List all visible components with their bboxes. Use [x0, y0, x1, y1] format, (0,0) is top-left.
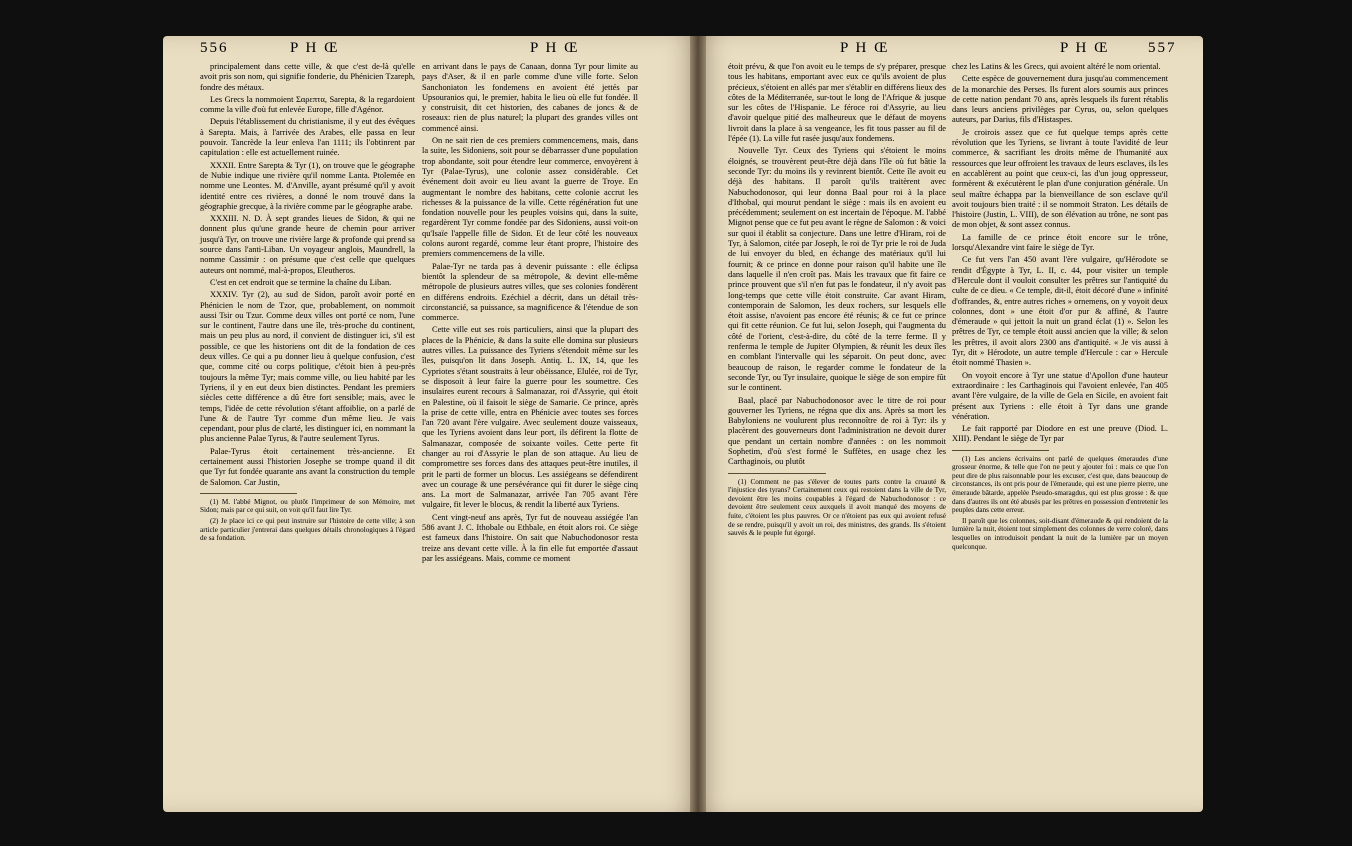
footnote-rule: [200, 493, 297, 494]
paragraph: chez les Latins & les Grecs, qui avoient altéré le nom oriental.: [952, 62, 1161, 71]
paragraph: Depuis l'établissement du christianisme, il y eut des évêques à Sarepta. Mais, à l'arrivée des Arabes, elle passa en leur pouvoir. Tancrède la leur enleva l'an 1111; ils l'obtinrent par capitulation : elle est actuellement ruinée.: [200, 117, 415, 158]
paragraph: XXXII. Entre Sarepta & Tyr (1), on trouve que le géographe de Nubie indique une rivière qu'il nomme Lanta. Ptolemée en nomme une Leontes. M. d'Anville, ayant présumé qu'il y avoit identité entre ces rivières, a donné le nom trouvé dans la géographie grecque, à la rivière comme par le géographe arabe.: [200, 160, 415, 211]
paragraph: XXXIV. Tyr (2), au sud de Sidon, paroît avoir porté en Phénicien le nom de Tzor, que, probablement, on nommoit aussi Tsir ou Tzur. Comme deux villes ont porté ce nom, l'une sur le continent, l'autre dans une île, très-proche du continent, mais un peu plus au nord, il convient de distinguer ici, s'il est possible, ce que les historiens ont dit de la fondation de ces deux villes. Ce qui a pu donner lieu à quelque confusion, c'est que, comme cité ou corps politique, c'étoit bien à peu-près toujours la même Tyr; mais comme ville, ou lieu habité par les Tyriens, il y en eut deux bien distinctes. Pendant les premiers siècles cette différence a dû être fort sensible; mais, avec le temps, l'idée de cette révolution s'étant affoiblie, on a parlé de l'une & de l'autre Tyr comme d'un même lieu. Je vais cependant, pour plus de clarté, les distinguer ici, en nommant la plus ancienne Palae Tyrus, & l'autre seulement Tyrus.: [200, 290, 415, 444]
paragraph: Le fait rapporté par Diodore en est une preuve (Diod. L. XIII). Pendant le siège de Tyr par: [952, 424, 1168, 444]
footnote-rule: [728, 473, 826, 474]
paragraph: Cette ville eut ses rois particuliers, ainsi que la plupart des places de la Phénicie, & dans la suite elle domina sur plusieurs autres villes. La puissance des Tyriens s'étendoit même sur les îles, puisqu'on lit dans Joseph. Antiq. L. IX, 14, que les Cypriotes s'étant soustraits à leur obéissance, Elulée, roi de Tyr, se disposoit à leur faire la guerre pour les soumettre. Ces insulaires eurent recours à Salmanazar, roi d'Assyrie, qui étoit en Palestine, où il faisoit le siège de Samarie. Ce prince, après la prise de cette ville, entra en Phénicie avec toutes ses forces l'an 720 avant l'ère vulgaire. Avec seulement douze vaisseaux, que les Tyriens avoient dans leur port, ils défirent la flotte de Salmanazar, composée de soixante voiles. Cette perte fit changer au roi d'Assyrie le plan de son attaque. Au lieu de compromettre ses forces dans des attaques peut-être inutiles, il prit le parti de former un blocus. Les assiégeans se défendirent avec un courage & une persévérance qui fit durer le siège cinq ans. La mort de Salmanazar, arrivée l'an 705 avant l'ère vulgaire, fit lever le blocus, & rendit la liberté aux Tyriens.: [422, 325, 638, 510]
paragraph: principalement dans cette ville, & que c'est de-là qu'elle avoit pris son nom, qui signifie fonderie, du Phénicien Tzareph, fondre des métaux.: [200, 62, 415, 92]
footnote-rule: [952, 450, 1049, 451]
paragraph: Je croirois assez que ce fut quelque temps après cette révolution que les Tyriens, se livrant à toute l'avidité de leur commerce, & sacrifiant les droits même de l'humanité aux ressources que leur offroient les travaux de leurs esclaves, ils les en accablèrent au point que ceux-ci, las d'un joug oppresseur, formèrent & exécutèrent le plan d'une conjuration générale. Un seul maître échappa par la bienveillance de son esclave qu'il avoit toujours bien traité : il se nommoit Straton. Les détails de l'histoire (Justin, L. VIII), de son élévation au trône, ne sont pas de mon objet, & sont assez connus.: [952, 127, 1168, 230]
paragraph: Palae-Tyrus étoit certainement très-ancienne. Et certainement aussi l'historien Josephe se trompe quand il dit que Tyr fut fondée quarante ans avant la construction du temple de Salomon. Car Justin,: [200, 446, 415, 487]
paragraph: Cette espèce de gouvernement dura jusqu'au commencement de la monarchie des Perses. Ils furent alors soumis aux princes de cette nation pendant 70 ans, après lesquels ils furent rétablis dans leurs anciens privilèges par Cyrus, ou, selon quelques auteurs, par Darius, fils d'Histaspes.: [952, 74, 1168, 125]
footnote: (1) Les anciens écrivains ont parlé de quelques émeraudes d'une grosseur énorme, & telle que l'on ne peut y ajouter foi : mais ce que l'on peut dire de plus raisonnable pour les excuser, c'est que, dans beaucoup de circonstances, ils ont pris pour de l'émeraude, qui est une pierre pierre, une émeraude bâtarde, appelée Pseudo-smaragdus, qui est plus grosse : & que dans d'autres ils ont été abusés par les prêtres en possession d'entretenir les peuples dans cette erreur.: [952, 454, 1168, 515]
paragraph: Ce fut vers l'an 450 avant l'ère vulgaire, qu'Hérodote se rendit d'Égypte à Tyr, L. II, c. 44, pour visiter un temple d'Hercule dont il vouloit consulter les prêtres sur l'antiquité du culte de ce dieu. « Ce temple, dit-il, étoit décoré d'une » infinité d'offrandes, &, entre autres riches » ornemens, on y voyoit deux colonnes, dont » une étoit d'or pur & affiné, & l'autre d'émeraude » qui jettoit la nuit un grand éclat (1) ». Selon les prêtres de Tyr, ce temple étoit aussi ancien que la ville; & selon les prêtres, il avoit alors 2300 ans d'antiquité. « Je vis aussi à Tyr, dit » Hérodote, un autre temple d'Hercule : car » Hercule étoit nommé Thasien ».: [952, 255, 1168, 368]
paragraph: Baal, placé par Nabuchodonosor avec le titre de roi pour gouverner les Tyriens, ne régna que dix ans. Après sa mort les Babyloniens ne voulurent plus reconnoître de roi à Tyr: ils y placèrent des gouverneurs dont l'administration ne devoit durer que pendant un certain nombre d'années : on les nommoit Sophetim, d'où s'est formé le Suffètes, en usage chez les Carthaginois, ou plutôt: [728, 395, 946, 467]
page-number-left: 556: [200, 40, 229, 56]
column-3: [728, 62, 946, 540]
paragraph: Nouvelle Tyr. Ceux des Tyriens qui s'étoient le moins éloignés, se trouvèrent peut-être déjà dans l'île où fut bâtie la seconde Tyr: du moins ils y revinrent bientôt. Cette île avoit eu déjà des habitans. Il paroît qu'ils traitèrent avec Nabuchodonosor, qui leur donna Baal pour roi à la place d'Ithobal, qui mourut pendant le siège : mais ils en avoient eu précédemment; seulement on est incertain de l'époque. M. l'abbé Mignot pense que ce fut peu avant le règne de Salomon : & voici sur quoi il établit sa conjecture. Dans une lettre d'Hiram, roi de Tyr, à Salomon, citée par Joseph, le roi de Tyr prie le roi de Juda de lui envoyer du bled, en échange des matériaux qu'il lui fournit; & ce prince en donne pour raison qu'il habite une île dans laquelle il n'en croît pas. Mais les travaux que fit faire ce prince prouvent que s'il n'en fut pas le fondateur, il n'y avoit pas long-temps que cette ville étoit construite. Car avant Hiram, contemporain de Salomon, les deux rochers, sur lesquels elle étoit assise, n'avoient pas encore été réunis; & ce fut ce prince qui fit cette réunion. Ce fut lui, selon Joseph, qui l'augmenta du côté de l'orient, c'est-à-dire, du côté de la terre ferme. Il y renferma le temple de Jupiter Olympien, & réunit les deux îles en comblant l'intervalle qui les séparoit. On peut donc, avec beaucoup de raison, le regarder comme le fondateur de la seconde Tyr, ou Tyr insulaire, quoique le siège de son empire fût sur le continent.: [728, 146, 946, 393]
column-4: [952, 62, 1168, 553]
paragraph: On ne sait rien de ces premiers commencemens, mais, dans la suite, les Sidoniens, soit pour se débarrasser d'une population trop abondante, soit pour étendre leur commerce, envoyèrent à Tyr (Palae-Tyrus), une colonie assez considérable. Cet événement doit avoir eu lieu avant la guerre de Troye. En augmentant le nombre des habitans, cette colonie accrut les richesses & la puissance de la ville. Cette régénération fut une fondation nouvelle pour les peuples voisins qui, dans la suite, regardèrent Tyr comme fondée par des Sidoniens, aussi voit-on qu'Isaïe l'appelle fille de Sidon. Et de leur côté les nouveaux colons auront regardé, comme leur étant propre, l'histoire des premiers commencemens de la ville.: [422, 136, 638, 259]
paragraph: XXXIII. N. D. À sept grandes lieues de Sidon, & qui ne donnent plus qu'une grande heure de chemin pour arriver jusqu'à Tyr, on trouve une rivière large & profonde qui prend sa source dans l'anti-Liban. Un voyageur anglois, Maundrell, la nomme Cassimir : on présume que c'est celle que quelques auteurs ont nommé, mal-à-propos, Eleutheros.: [200, 214, 415, 275]
paragraph: C'est en cet endroit que se termine la chaîne du Liban.: [210, 277, 392, 287]
column-2: [422, 62, 638, 566]
footnote: (1) Comment ne pas s'élever de toutes parts contre la cruauté & l'injustice des tyrans? Certainement ceux qui restoient dans la ville de Tyr, devoient être les moins coupables à l'égard de Nabuchodonosor : ce devoient être seulement ceux auxquels il avoit manqué des moyens de fuite, c'étoient les plus pauvres. Or ce n'étoient pas eux qui avoient refusé de se rendre, puisqu'il y avoit un roi, des ministres, des grands. Ils s'étoient sauvés & le peuple fut égorgé.: [728, 477, 946, 538]
column-1: [200, 62, 415, 545]
running-head-right-1: P H Œ: [840, 40, 890, 56]
paragraph: La famille de ce prince étoit encore sur le trône, lorsqu'Alexandre vint faire le siège de Tyr.: [952, 232, 1168, 253]
paragraph: Palae-Tyr ne tarda pas à devenir puissante : elle éclipsa bientôt la splendeur de sa métropole, & devint elle-même métropole de plusieurs autres villes, que ses colonies fondèrent en différens endroits. Ezéchiel a décrit, dans un détail très-circonstancié, sa puissance, sa magnificence & l'étendue de son commerce.: [422, 261, 638, 323]
paragraph: étoit prévu, & que l'on avoit eu le temps de s'y préparer, presque tous les habitans, emportant avec eux ce qu'ils avoient de plus précieux, s'étoient en allés par mer s'établir en différens lieux des côtes de la Méditerranée, sur-tout le long de l'Afrique & jusque sur les côtes de l'Hispanie. Le féroce roi d'Assyrie, au lieu d'avoir quelque pitié des malheureux que le défaut de moyens livroit dans la place à sa vengeance, les fit tous passer au fil de l'épée (1). La ville fut rasée jusqu'aux fondemens.: [728, 62, 946, 144]
book-spine: [690, 36, 706, 812]
paragraph: Les Grecs la nommoient Σαρεπτα, Sarepta, & la regardoient comme la ville d'où fut enlevée Europe, fille d'Agénor.: [200, 94, 415, 115]
footnote: (1) M. l'abbé Mignot, ou plutôt l'imprimeur de son Mémoire, met Sidon; mais par ce qui suit, on voit qu'il faut lire Tyr.: [200, 497, 415, 515]
running-head-left-2: P H Œ: [530, 40, 580, 56]
paragraph: Cent vingt-neuf ans après, Tyr fut de nouveau assiégée l'an 586 avant J. C. Ithobale ou Ethbale, en étoit alors roi. Ce siège est fameux dans l'histoire. On sait que Nabuchodonosor resta treize ans devant cette ville. À la fin elle fut emportée d'assaut par les assiégeans. Mais, comme ce moment: [422, 512, 638, 563]
footnote: (2) Je place ici ce qui peut instruire sur l'histoire de cette ville; à son article particulier j'entrerai dans quelques détails chronologiques à l'égard de sa fondation.: [200, 517, 415, 543]
paragraph: On voyoit encore à Tyr une statue d'Apollon d'une hauteur extraordinaire : les Carthaginois qui l'avoient enlevée, l'an 405 avant l'ère vulgaire, de la ville de Gela en Sicile, en avoient fait présent aux Tyriens : elle étoit à Tyr dans une grande vénération.: [952, 370, 1168, 421]
paragraph: en arrivant dans le pays de Canaan, donna Tyr pour limite au pays d'Aser, & il en parle comme d'une ville forte. Selon Sanchoniaton les fondemens en avoient été jettés par Upsouranios qui, le premier, habita le lieu où elle fut fondée. Il y construisit, dit cet historien, des cabanes de joncs & de roseaux: rien de plus naturel; la plupart des grandes villes ont commencé ainsi.: [422, 62, 638, 133]
page-number-right: 557: [1148, 40, 1177, 56]
footnote: Il paroît que les colonnes, soit-disant d'émeraude & qui rendoient de la lumière la nuit, étoient tout simplement des colonnes de verre coloré, dans lesquelles on introduisoit pendant la nuit de la lumière par un moyen quelconque.: [952, 516, 1168, 551]
running-head-right-2: P H Œ: [1060, 40, 1110, 56]
running-head-left-1: P H Œ: [290, 40, 340, 56]
